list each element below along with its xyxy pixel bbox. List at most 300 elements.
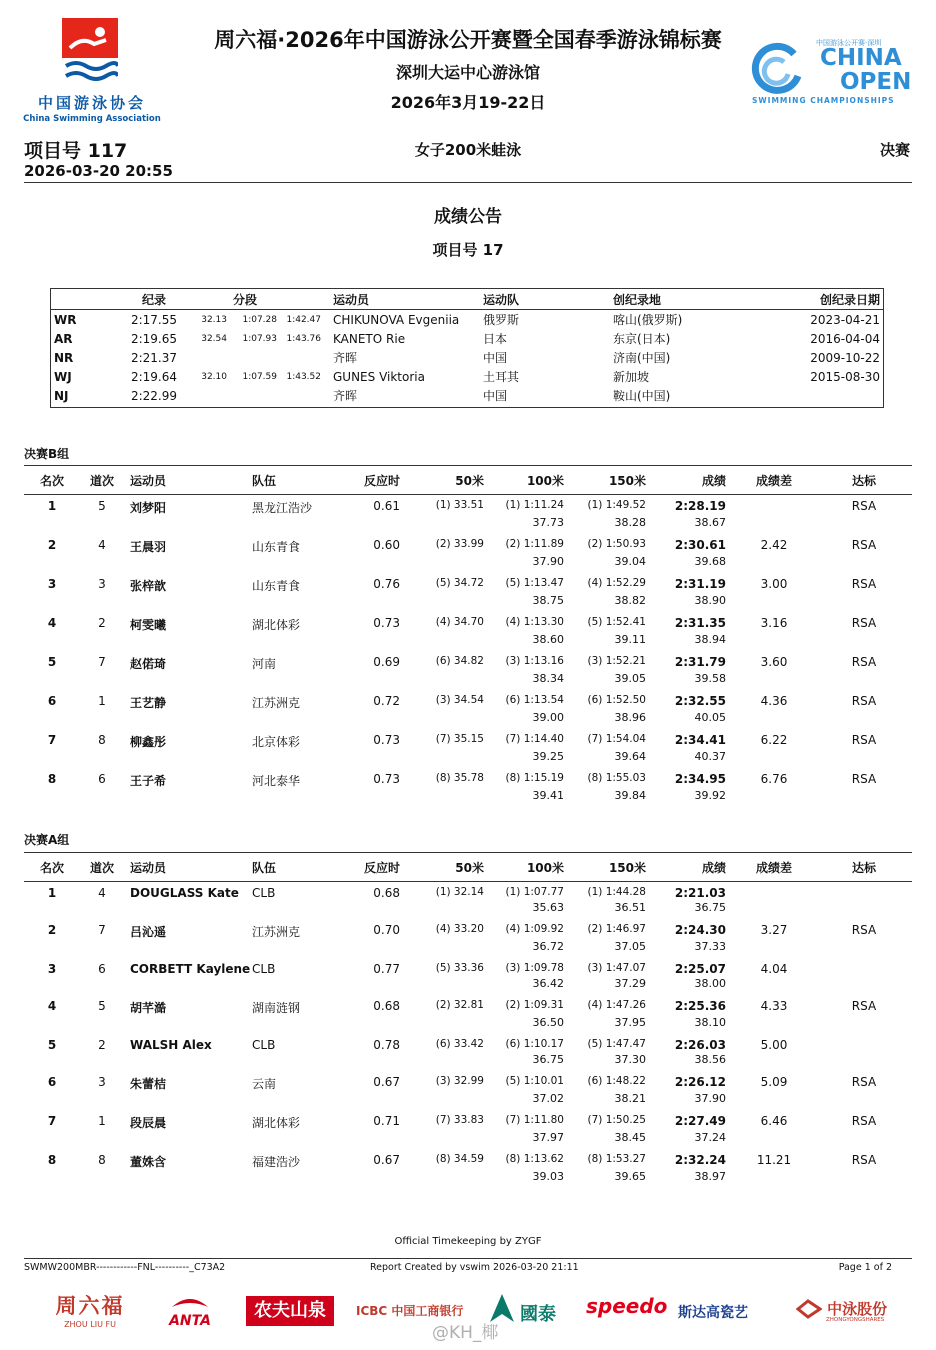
split-100: (7) 1:11.80 (505, 1114, 564, 1126)
result-row (24, 495, 912, 517)
dates: 2026年3月19-22日 (390, 93, 546, 112)
sponsor-sida (678, 1302, 748, 1322)
records-header-date: 创纪录日期 (773, 289, 883, 310)
sponsor-zhouliufu-sub: ZHOU LIU FU (64, 1320, 116, 1329)
record-team: 中国 (483, 351, 508, 365)
empty-cell (732, 940, 816, 958)
record-row (51, 367, 883, 386)
empty-cell (24, 672, 80, 690)
empty-cell (246, 1170, 342, 1188)
lane: 7 (98, 655, 106, 669)
empty-cell (246, 1053, 342, 1071)
sponsor-icbc (356, 1302, 463, 1319)
team-name: CLB (252, 886, 276, 900)
time-behind: 6.76 (760, 772, 788, 786)
column-header-reaction: 反应时 (342, 853, 404, 882)
result-row (24, 729, 912, 750)
reaction-time: 0.61 (373, 499, 400, 513)
lap-100: 37.02 (532, 1092, 564, 1105)
team-name: 山东青食 (252, 579, 301, 593)
standard: RSA (851, 538, 877, 552)
time-behind (732, 495, 816, 517)
time-behind: 4.33 (760, 999, 788, 1013)
lane: 2 (98, 1038, 106, 1052)
empty-cell (404, 977, 488, 995)
column-header-rank: 名次 (24, 466, 80, 495)
result-subrow (24, 672, 912, 690)
record-split-50: 32.10 (201, 371, 227, 382)
empty-cell (24, 555, 80, 573)
column-header-result: 成绩 (656, 853, 732, 882)
empty-cell (404, 750, 488, 768)
empty-cell (24, 1170, 80, 1188)
split-150: (4) 1:47.26 (587, 999, 646, 1011)
record-time: 2:22.99 (130, 388, 178, 403)
team-name: 湖北体彩 (252, 618, 301, 632)
record-code: WJ (54, 369, 72, 384)
standard: RSA (851, 733, 877, 747)
lap-200: 38.00 (694, 977, 726, 990)
empty-cell (816, 789, 912, 807)
split-100: (1) 1:11.24 (505, 499, 564, 511)
column-header-diff: 成绩差 (732, 853, 816, 882)
lap-200: 38.10 (694, 1016, 726, 1029)
footer-report: Report Created by vswim 2026-03-20 21:11 (370, 1262, 579, 1273)
lap-200: 39.92 (694, 789, 726, 802)
result-row (24, 1071, 912, 1092)
lap-200: 38.97 (694, 1170, 726, 1183)
record-date: 2009-10-22 (810, 350, 880, 365)
lap-100: 39.25 (532, 750, 564, 763)
team-name: 湖北体彩 (252, 1116, 301, 1130)
standard: RSA (851, 616, 877, 630)
athlete-name: DOUGLASS Kate (130, 886, 239, 900)
empty-cell (732, 1131, 816, 1149)
result-subrow (24, 901, 912, 919)
final-time: 2:32.55 (674, 694, 726, 708)
empty-cell (24, 516, 80, 534)
empty-cell (732, 555, 816, 573)
column-header-rank: 名次 (24, 853, 80, 882)
lap-200: 37.33 (694, 940, 726, 953)
split-50: (3) 34.54 (435, 694, 484, 706)
split-50: (1) 33.51 (435, 499, 484, 511)
empty-cell (80, 789, 124, 807)
empty-cell (124, 901, 246, 919)
empty-cell (732, 1053, 816, 1071)
reaction-time: 0.78 (373, 1038, 400, 1052)
split-50: (6) 33.42 (435, 1038, 484, 1050)
rank: 8 (47, 772, 57, 786)
result-row (24, 882, 912, 902)
sponsor-zhouliufu-main: 周六福 (55, 1294, 125, 1318)
lap-100: 37.90 (532, 555, 564, 568)
athlete-name: 朱蕾桔 (130, 1077, 167, 1091)
column-header-team: 队伍 (246, 466, 342, 495)
time-behind: 6.22 (760, 733, 788, 747)
reaction-time: 0.67 (373, 1075, 400, 1089)
empty-cell (246, 594, 342, 612)
time-behind: 5.00 (760, 1038, 788, 1052)
rank: 5 (47, 655, 57, 669)
rank: 4 (47, 999, 57, 1013)
athlete-name: 董姝含 (130, 1155, 167, 1169)
column-header-split-100: 100米 (488, 853, 572, 882)
record-team: 中国 (483, 389, 508, 403)
empty-cell (80, 1092, 124, 1110)
split-50: (2) 32.81 (435, 999, 484, 1011)
rank: 3 (47, 577, 57, 591)
result-subrow (24, 1016, 912, 1034)
empty-cell (816, 750, 912, 768)
time-behind: 3.60 (760, 655, 788, 669)
lap-100: 38.34 (532, 672, 564, 685)
empty-cell (24, 901, 80, 919)
record-date: 2023-04-21 (810, 312, 880, 327)
lane: 4 (98, 538, 106, 552)
rank: 7 (47, 1114, 57, 1128)
open-sub: SWIMMING CHAMPIONSHIPS (752, 96, 895, 105)
group-b-label: 决赛B组 (24, 447, 70, 461)
lap-150: 39.11 (614, 633, 646, 646)
rank: 1 (47, 499, 57, 513)
split-150: (7) 1:50.25 (587, 1114, 646, 1126)
split-50: (8) 35.78 (435, 772, 484, 784)
lane: 3 (98, 1075, 106, 1089)
empty-cell (80, 1131, 124, 1149)
lap-150: 36.51 (614, 901, 646, 914)
empty-cell (246, 1131, 342, 1149)
standard: RSA (851, 772, 877, 786)
split-100: (2) 1:11.89 (505, 538, 564, 550)
final-time: 2:26.12 (674, 1075, 726, 1089)
lap-150: 39.65 (614, 1170, 646, 1183)
result-row (24, 534, 912, 555)
lane: 6 (98, 772, 106, 786)
empty-cell (342, 1170, 404, 1188)
record-split-50: 32.13 (201, 314, 227, 325)
records-header-team: 运动队 (471, 289, 613, 310)
record-date: 2015-08-30 (810, 369, 880, 384)
empty-cell (80, 711, 124, 729)
lane: 1 (98, 694, 106, 708)
record-split-100 (227, 348, 277, 367)
lap-200: 40.37 (694, 750, 726, 763)
result-subrow (24, 750, 912, 768)
lap-150: 38.96 (614, 711, 646, 724)
record-split-150: 1:43.76 (286, 333, 321, 344)
empty-cell (732, 1170, 816, 1188)
results-table-a (24, 852, 912, 1188)
record-split-150: 1:42.47 (286, 314, 321, 325)
record-split-100 (227, 386, 277, 405)
time-behind: 4.36 (760, 694, 788, 708)
result-subrow (24, 789, 912, 807)
empty-cell (124, 1016, 246, 1034)
result-subrow (24, 1170, 912, 1188)
lane: 3 (98, 577, 106, 591)
column-header-lane: 道次 (80, 466, 124, 495)
lap-200: 38.94 (694, 633, 726, 646)
record-row (51, 348, 883, 367)
empty-cell (342, 901, 404, 919)
empty-cell (342, 711, 404, 729)
final-time: 2:25.36 (674, 999, 726, 1013)
empty-cell (816, 977, 912, 995)
empty-cell (816, 940, 912, 958)
record-athlete: 齐晖 (333, 351, 358, 365)
empty-cell (816, 901, 912, 919)
empty-cell (342, 1092, 404, 1110)
rank: 2 (47, 538, 57, 552)
split-50: (4) 33.20 (435, 923, 484, 935)
empty-cell (24, 940, 80, 958)
lap-100: 36.72 (532, 940, 564, 953)
reaction-time: 0.60 (373, 538, 400, 552)
lap-150: 38.21 (614, 1092, 646, 1105)
rank: 5 (47, 1038, 57, 1052)
empty-cell (342, 633, 404, 651)
empty-cell (816, 1170, 912, 1188)
empty-cell (124, 977, 246, 995)
empty-cell (816, 1092, 912, 1110)
lap-100: 39.41 (532, 789, 564, 802)
final-time: 2:34.95 (674, 772, 726, 786)
sponsor-guotai-main: 國泰 (520, 1304, 556, 1325)
record-athlete: CHIKUNOVA Evgeniia (333, 312, 460, 327)
empty-cell (246, 711, 342, 729)
column-header-standard: 达标 (816, 466, 912, 495)
record-athlete: 齐晖 (333, 389, 358, 403)
lap-100: 36.50 (532, 1016, 564, 1029)
empty-cell (342, 594, 404, 612)
empty-cell (342, 940, 404, 958)
reaction-time: 0.70 (373, 923, 400, 937)
standard (816, 1034, 912, 1053)
record-date: 2016-04-04 (810, 331, 880, 346)
team-name: 北京体彩 (252, 735, 301, 749)
empty-cell (816, 1053, 912, 1071)
reaction-time: 0.72 (373, 694, 400, 708)
record-split-50 (187, 386, 227, 405)
final-time: 2:27.49 (674, 1114, 726, 1128)
result-row (24, 1110, 912, 1131)
split-100: (4) 1:13.30 (505, 616, 564, 628)
empty-cell (342, 977, 404, 995)
empty-cell (816, 516, 912, 534)
result-row (24, 995, 912, 1016)
split-50: (4) 34.70 (435, 616, 484, 628)
empty-cell (404, 594, 488, 612)
lap-200: 38.90 (694, 594, 726, 607)
records-header-athlete: 运动员 (321, 289, 471, 310)
record-athlete: KANETO Rie (333, 331, 406, 346)
split-100: (5) 1:13.47 (505, 577, 564, 589)
lap-150: 38.45 (614, 1131, 646, 1144)
reaction-time: 0.77 (373, 962, 400, 976)
athlete-name: 赵偌琦 (130, 657, 167, 671)
athlete-name: 王子希 (130, 774, 167, 788)
split-150: (8) 1:55.03 (587, 772, 646, 784)
record-split-150 (277, 348, 321, 367)
lane: 7 (98, 923, 106, 937)
record-code: NR (54, 350, 74, 365)
split-50: (5) 34.72 (435, 577, 484, 589)
column-header-lane: 道次 (80, 853, 124, 882)
empty-cell (404, 516, 488, 534)
rank: 1 (47, 886, 57, 900)
empty-cell (24, 789, 80, 807)
empty-cell (342, 1131, 404, 1149)
empty-cell (816, 1131, 912, 1149)
empty-cell (80, 633, 124, 651)
open-small-text: 中国游泳公开赛·深圳 (816, 39, 882, 47)
column-header-split-50: 50米 (404, 466, 488, 495)
empty-cell (404, 1016, 488, 1034)
reaction-time: 0.71 (373, 1114, 400, 1128)
sponsor-zhongyong (796, 1298, 887, 1323)
result-row (24, 651, 912, 672)
record-team: 俄罗斯 (483, 313, 520, 327)
record-split-50 (187, 348, 227, 367)
open-line1: CHINA (820, 45, 902, 71)
time-behind: 3.16 (760, 616, 788, 630)
empty-cell (342, 516, 404, 534)
time-behind: 5.09 (760, 1075, 788, 1089)
records-box (50, 288, 884, 408)
record-time: 2:19.65 (130, 331, 178, 346)
reaction-time: 0.68 (373, 886, 400, 900)
record-time: 2:21.37 (130, 350, 178, 365)
result-subrow (24, 633, 912, 651)
lap-150: 38.82 (614, 594, 646, 607)
column-header-split-100: 100米 (488, 466, 572, 495)
empty-cell (732, 1016, 816, 1034)
team-name: CLB (252, 962, 276, 976)
lap-200: 37.90 (694, 1092, 726, 1105)
record-split-100: 1:07.28 (242, 314, 277, 325)
empty-cell (246, 516, 342, 534)
result-row (24, 958, 912, 977)
empty-cell (80, 750, 124, 768)
column-header-athlete: 运动员 (124, 853, 246, 882)
lane: 5 (98, 499, 106, 513)
reaction-time: 0.68 (373, 999, 400, 1013)
athlete-name: 柳鑫彤 (130, 735, 167, 749)
standard: RSA (851, 1153, 877, 1167)
record-time: 2:17.55 (130, 312, 178, 327)
column-header-athlete: 运动员 (124, 466, 246, 495)
final-time: 2:32.24 (674, 1153, 726, 1167)
empty-cell (124, 555, 246, 573)
split-150: (6) 1:52.50 (587, 694, 646, 706)
split-50: (3) 32.99 (435, 1075, 484, 1087)
empty-cell (246, 633, 342, 651)
column-header-reaction: 反应时 (342, 466, 404, 495)
empty-cell (732, 789, 816, 807)
lap-100: 39.00 (532, 711, 564, 724)
result-row (24, 1034, 912, 1053)
lap-200: 36.75 (694, 901, 726, 914)
lane: 4 (98, 886, 106, 900)
lap-100: 36.75 (532, 1053, 564, 1066)
lap-200: 38.67 (694, 516, 726, 529)
empty-cell (342, 672, 404, 690)
empty-cell (404, 555, 488, 573)
empty-cell (24, 711, 80, 729)
record-team: 土耳其 (483, 370, 520, 384)
empty-cell (732, 516, 816, 534)
record-split-100: 1:07.93 (242, 333, 277, 344)
split-100: (2) 1:09.31 (505, 999, 564, 1011)
standard: RSA (851, 499, 877, 513)
lap-100: 39.03 (532, 1170, 564, 1183)
final-time: 2:31.19 (674, 577, 726, 591)
sponsor-zhongyong-sub: ZHONGYONGSHARES (826, 1317, 885, 1323)
empty-cell (124, 711, 246, 729)
athlete-name: 柯雯曦 (130, 618, 167, 632)
lap-200: 40.05 (694, 711, 726, 724)
lane: 6 (98, 962, 106, 976)
split-150: (1) 1:49.52 (587, 499, 646, 511)
lap-150: 37.29 (614, 977, 646, 990)
sponsor-icbc-main: ICBC 中国工商银行 (356, 1304, 464, 1318)
rank: 8 (47, 1153, 57, 1167)
empty-cell (24, 1131, 80, 1149)
event-datetime: 2026-03-20 20:55 (24, 162, 173, 180)
split-150: (6) 1:48.22 (587, 1075, 646, 1087)
split-150: (1) 1:44.28 (587, 886, 646, 898)
result-row (24, 1149, 912, 1170)
record-place: 鞍山(中国) (613, 389, 671, 403)
lap-100: 38.60 (532, 633, 564, 646)
result-subrow (24, 711, 912, 729)
event-number: 项目号 117 (24, 140, 128, 162)
watermark: @KH_椰 (432, 1323, 499, 1343)
split-50: (6) 34.82 (435, 655, 484, 667)
lap-150: 37.05 (614, 940, 646, 953)
empty-cell (404, 1131, 488, 1149)
split-100: (4) 1:09.92 (505, 923, 564, 935)
venue: 深圳大运中心游泳馆 (395, 63, 540, 82)
empty-cell (342, 555, 404, 573)
team-name: 云南 (252, 1077, 277, 1091)
athlete-name: 胡芊澔 (130, 1001, 167, 1015)
record-team: 日本 (483, 332, 508, 346)
split-100: (6) 1:10.17 (505, 1038, 564, 1050)
result-subrow (24, 516, 912, 534)
empty-cell (80, 940, 124, 958)
lap-150: 38.28 (614, 516, 646, 529)
empty-cell (124, 672, 246, 690)
record-split-150: 1:43.52 (286, 371, 321, 382)
final-time: 2:28.19 (674, 499, 726, 513)
result-row (24, 919, 912, 940)
empty-cell (404, 901, 488, 919)
rank: 2 (47, 923, 57, 937)
time-behind: 6.46 (760, 1114, 788, 1128)
empty-cell (124, 594, 246, 612)
sponsor-nongfu (246, 1296, 334, 1326)
record-place: 新加坡 (613, 370, 650, 384)
record-athlete: GUNES Viktoria (333, 369, 425, 384)
record-date (773, 386, 883, 405)
rank: 4 (47, 616, 57, 630)
empty-cell (124, 516, 246, 534)
empty-cell (24, 977, 80, 995)
empty-cell (80, 1170, 124, 1188)
empty-cell (80, 594, 124, 612)
